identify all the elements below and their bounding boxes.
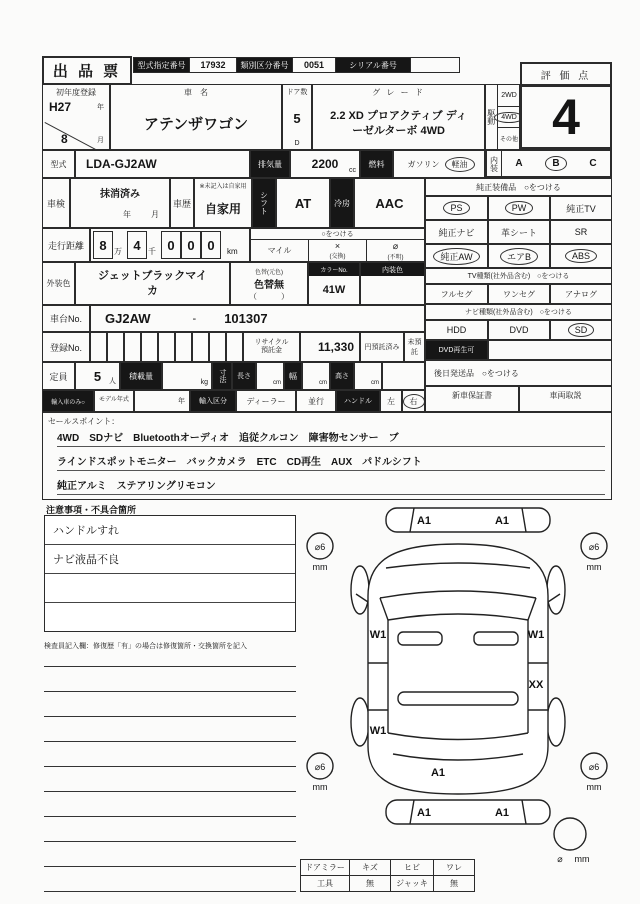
circle-size-rear-right: ⌀6 xyxy=(588,762,600,772)
ruled-line xyxy=(44,691,296,692)
notes-box xyxy=(44,515,296,632)
circle-size-front-left: ⌀6 xyxy=(314,542,326,552)
extra-circle-unit: mm xyxy=(574,854,590,864)
model-year-cell xyxy=(134,390,190,412)
drive-cell xyxy=(485,84,520,150)
mileage-label: 走行距離 xyxy=(42,228,90,262)
color-no-wrap xyxy=(323,276,346,304)
equip-genuine-navi: 純正ナビ xyxy=(425,220,488,244)
tools-cell-scratch: キズ xyxy=(349,859,391,876)
ruled-line xyxy=(44,841,296,842)
sales-points-box xyxy=(42,412,612,500)
drive-option-other: その他 xyxy=(499,137,518,144)
color-no-cell xyxy=(308,262,360,305)
mark-door-right: W1 xyxy=(527,629,545,641)
navi-option-hdd: HDD xyxy=(425,320,488,340)
registration-no-box xyxy=(192,332,209,362)
chassis-prefix: GJ2AW xyxy=(105,311,151,326)
ruled-line xyxy=(44,866,296,867)
capacity-cell xyxy=(75,362,120,390)
tools-cell-none-2: 無 xyxy=(433,875,475,892)
tv-option-analog: アナログ xyxy=(550,284,612,304)
doors-unit: D xyxy=(294,140,300,147)
tools-cell-crack: ヒビ xyxy=(390,859,434,876)
sales-points-label: セールスポイント： xyxy=(48,417,120,426)
circle-size-front-right: ⌀6 xyxy=(588,542,600,552)
drive-option-4wd-text: 4WD xyxy=(498,114,520,121)
first-reg-year-unit: 年 xyxy=(97,104,104,111)
tools-row-2 xyxy=(300,875,475,892)
interior-color-label: 内装色 xyxy=(361,263,424,276)
color-no-value: 41W xyxy=(322,284,346,296)
model-designation-label: 型式指定番号 xyxy=(133,57,190,73)
color-no-label: カラーNo. xyxy=(309,263,359,276)
chassis-number: 101307 xyxy=(224,311,268,326)
length-unit: cm xyxy=(273,380,281,386)
registration-no-box xyxy=(175,332,192,362)
recycle-label xyxy=(243,332,300,362)
exchange-symbol: × xyxy=(334,241,341,251)
unknown-symbol: ⌀ xyxy=(392,240,399,251)
tools-cell-break: ワレ xyxy=(433,859,475,876)
doors-label: ドア数 xyxy=(286,89,308,96)
tools-cell-jack: ジャッキ xyxy=(390,875,434,892)
wheel-rear-right xyxy=(547,698,565,746)
capacity-value: 5 xyxy=(93,368,102,384)
equip-airbag xyxy=(488,244,550,268)
mileage-digit-3: 0 xyxy=(201,231,221,259)
registration-no-box xyxy=(226,332,243,362)
mark-rear-left: W1 xyxy=(369,725,387,737)
equip-abs-text: ABS xyxy=(569,251,593,261)
first-registration-label: 初年度登録 xyxy=(56,88,96,97)
model-year-label: モデル年式 xyxy=(94,390,134,412)
mark-door-left: W1 xyxy=(369,629,387,641)
equip-sunroof: SR xyxy=(550,220,612,244)
notes-item-3 xyxy=(45,574,295,603)
ruled-line xyxy=(44,716,296,717)
height-unit: cm xyxy=(371,380,379,386)
registration-no-box xyxy=(158,332,175,362)
ac-label: 冷房 xyxy=(330,178,354,228)
shaken-cell xyxy=(70,178,170,228)
shaken-status: 抹消済み xyxy=(100,189,140,200)
notes-item-2: ナビ液晶不良 xyxy=(45,545,295,574)
class-division-label: 類別区分番号 xyxy=(236,57,293,73)
mileage-unit: km xyxy=(227,247,238,256)
recycle-label-line2: 預託金 xyxy=(261,347,282,354)
form-title-box xyxy=(42,56,132,85)
load-label: 積載量 xyxy=(120,362,162,390)
mileage-digit-man: 8 xyxy=(93,231,113,259)
interior-option-c: C xyxy=(589,158,597,169)
registration-no-label: 登録No. xyxy=(42,332,90,362)
fuel-option-diesel: 軽油 xyxy=(449,159,471,170)
recycle-deposited: 円預託済み xyxy=(360,332,404,362)
navi-option-sd xyxy=(550,320,612,340)
sales-points-line-3: 純正アルミ ステアリングリモコン xyxy=(57,473,605,495)
model-designation-value: 17932 xyxy=(189,57,237,73)
score-value-box xyxy=(520,85,612,149)
mile-option-exchange xyxy=(309,240,367,261)
manual-cell: 車両取説 xyxy=(519,386,612,412)
equip-alloy-wheels xyxy=(425,244,488,268)
interior-grade-label: 内装 xyxy=(487,151,502,176)
tools-cell-door-mirror: ドアミラー xyxy=(300,859,350,876)
notes-label: 注意事項・不具合箇所 xyxy=(46,505,137,515)
dvd-playable-label: DVD再生可 xyxy=(425,340,488,360)
equip-airbag-text: エアB xyxy=(504,250,534,263)
mile-option-unknown xyxy=(367,240,424,261)
exterior-color-cell xyxy=(75,262,230,305)
color-change-paren: （ ） xyxy=(249,292,289,301)
wheel-front-right xyxy=(547,566,565,614)
form-title: 出 品 票 xyxy=(52,63,122,80)
handle-right-text: 右 xyxy=(407,396,421,407)
length-label: 長さ xyxy=(232,362,256,390)
navi-option-sd-text: SD xyxy=(572,325,591,335)
tools-cell-tools: 工具 xyxy=(300,875,350,892)
first-registration-cell xyxy=(42,84,110,150)
navi-option-dvd: DVD xyxy=(488,320,550,340)
chassis-label: 車台No. xyxy=(42,305,90,332)
inspector-note: 検査員記入欄：修復歴「有」の場合は修復箇所・交換箇所を記入 xyxy=(44,643,247,650)
mile-options xyxy=(251,240,424,261)
capacity-label: 定員 xyxy=(42,362,75,390)
drive-label: 駆動 xyxy=(485,85,498,149)
shift-label: シフト xyxy=(252,178,276,228)
registration-no-box xyxy=(141,332,158,362)
tv-type-header: TV種類(社外品含む) ○をつける xyxy=(425,268,612,284)
model-code-label: 型式 xyxy=(42,150,75,178)
shaken-year-unit: 年 xyxy=(123,210,131,219)
car-name-wrap xyxy=(144,98,248,149)
diagonal-line xyxy=(45,122,100,150)
car-diagram xyxy=(298,498,620,866)
color-change-cell xyxy=(230,262,308,305)
car-name-cell xyxy=(110,84,282,150)
registration-no-box xyxy=(124,332,141,362)
displacement-label: 排気量 xyxy=(250,150,290,178)
displacement-unit: cc xyxy=(349,167,356,174)
class-division-value: 0051 xyxy=(292,57,336,73)
mark-front-bumper-right: A1 xyxy=(494,515,510,527)
registration-no-box xyxy=(107,332,124,362)
score-label: 評 価 点 xyxy=(520,62,612,86)
capacity-unit: 人 xyxy=(109,378,116,385)
tools-table xyxy=(300,859,475,892)
later-shipping-header: 後日発送品 ○をつける xyxy=(425,360,612,386)
drive-option-2wd: 2WD xyxy=(498,85,520,107)
sales-points-line-2: ラインドスポットモニター バックカメラ ETC CD再生 AUX パドルシフト xyxy=(57,449,605,471)
equip-abs xyxy=(550,244,612,268)
ruled-line xyxy=(44,666,296,667)
shaken-month-unit: 月 xyxy=(151,210,159,219)
doors-wrap xyxy=(293,97,300,140)
mark-rear-bumper-left: A1 xyxy=(416,807,432,819)
handle-label: ハンドル xyxy=(336,390,380,412)
car-name-label: 車 名 xyxy=(184,88,208,97)
doors-value: 5 xyxy=(293,111,301,126)
tv-option-fullseg: フルセグ xyxy=(425,284,488,304)
interior-option-a: A xyxy=(515,158,523,169)
length-cell xyxy=(256,362,284,390)
first-reg-year: H27 xyxy=(49,100,72,114)
unknown-label: (不明) xyxy=(387,254,404,261)
mileage-man-unit: 万 xyxy=(114,247,122,256)
height-cell xyxy=(354,362,382,390)
ruled-line xyxy=(44,766,296,767)
import-parallel-option: 並行 xyxy=(296,390,336,412)
fuel-cell xyxy=(393,150,485,178)
exterior-color-value: ジェットブラックマイカ xyxy=(97,270,207,297)
mileage-digit-1: 0 xyxy=(161,231,181,259)
history-note: ※未記入は自家用 xyxy=(199,184,247,190)
circle-unit-front-left: mm xyxy=(312,562,328,572)
displacement-value: 2200 xyxy=(311,157,339,171)
model-year-unit: 年 xyxy=(178,398,185,405)
extra-circle-symbol: ⌀ xyxy=(557,854,563,864)
tools-cell-none-1: 無 xyxy=(349,875,391,892)
equipment-header: 純正装備品 ○をつける xyxy=(425,178,612,196)
mileage-digit-sen: 4 xyxy=(127,231,147,259)
mark-trunk: A1 xyxy=(430,767,446,779)
history-label: 車歴 xyxy=(170,178,194,228)
equip-alloy-wheels-text: 純正AW xyxy=(437,250,475,263)
mile-circle-header: ○をつける xyxy=(251,229,424,240)
ruled-line xyxy=(44,741,296,742)
equip-pw xyxy=(488,196,550,220)
equip-genuine-tv: 純正TV xyxy=(550,196,612,220)
interior-grade-cell xyxy=(485,149,612,178)
circle-unit-rear-left: mm xyxy=(312,782,328,792)
ac-value: AAC xyxy=(354,178,425,228)
grade-label: グ レ ー ド xyxy=(372,88,425,97)
first-registration-body xyxy=(43,98,109,149)
import-only-label: 輸入車のみ○ xyxy=(42,390,94,412)
exchange-label: (交換) xyxy=(329,254,346,260)
equip-ps-text: PS xyxy=(447,203,465,213)
history-value: 自家用 xyxy=(204,202,241,216)
tools-row-1 xyxy=(300,859,475,876)
mark-front-bumper-left: A1 xyxy=(416,515,432,527)
recycle-not-deposited: 未預託 xyxy=(404,332,425,362)
history-cell xyxy=(194,178,252,228)
car-name: アテンザワゴン xyxy=(143,116,249,133)
mileage-sen-unit: 千 xyxy=(148,247,156,256)
mile-cell xyxy=(250,228,425,262)
height-label: 高さ xyxy=(330,362,354,390)
grade-wrap xyxy=(313,98,484,149)
notes-item-4 xyxy=(45,603,295,631)
sales-points-line-1: 4WD SDナビ Bluetoothオーディオ 追従クルコン 障害物センサー ブ xyxy=(57,425,605,447)
width-cell xyxy=(302,362,330,390)
width-unit: cm xyxy=(319,380,327,386)
doors-cell xyxy=(282,84,312,150)
mileage-digit-2: 0 xyxy=(181,231,201,259)
first-reg-month: 8 xyxy=(61,132,68,146)
fuel-label: 燃料 xyxy=(360,150,393,178)
mark-rear-bumper-right: A1 xyxy=(494,807,510,819)
ruled-line xyxy=(44,791,296,792)
equip-ps xyxy=(425,196,488,220)
chassis-dash: - xyxy=(192,312,197,325)
registration-no-box xyxy=(90,332,107,362)
color-change-label: 色替(元色) xyxy=(255,270,283,276)
displacement-cell xyxy=(290,150,360,178)
exterior-color-label: 外装色 xyxy=(42,262,75,305)
ruled-line xyxy=(44,816,296,817)
serial-number-label: シリアル番号 xyxy=(335,57,411,73)
load-unit: kg xyxy=(200,379,208,386)
extra-circle xyxy=(554,818,586,850)
wheel-front-left xyxy=(351,566,369,614)
fuel-option-gasoline: ガソリン xyxy=(407,159,440,169)
handle-left-option: 左 xyxy=(380,390,402,412)
registration-no-box xyxy=(209,332,226,362)
warranty-cell: 新車保証書 xyxy=(425,386,519,412)
history-value-wrap xyxy=(205,190,241,227)
interior-color-cell xyxy=(360,262,425,305)
circle-unit-front-right: mm xyxy=(586,562,602,572)
dvd-playable-cell xyxy=(488,340,612,360)
car-body xyxy=(368,544,548,794)
recycle-amount: 11,330 xyxy=(300,332,360,362)
interior-option-b: B xyxy=(549,158,562,169)
import-dealer-option: ディーラー xyxy=(236,390,296,412)
handle-right-option xyxy=(402,390,425,412)
load-cell xyxy=(162,362,212,390)
tv-option-oneseg: ワンセグ xyxy=(488,284,550,304)
equip-leather-seat: 革シート xyxy=(488,220,550,244)
mark-rear-door-right: XX xyxy=(528,679,544,691)
circle-size-rear-left: ⌀6 xyxy=(314,762,326,772)
shift-value: AT xyxy=(276,178,330,228)
serial-number-value xyxy=(410,57,460,73)
notes-item-1: ハンドルすれ xyxy=(45,516,295,545)
mile-option-mile: マイル xyxy=(251,240,309,261)
wheel-rear-left xyxy=(351,698,369,746)
first-reg-month-unit: 月 xyxy=(97,137,104,144)
capacity-filler-cell xyxy=(382,362,425,390)
score-value: 4 xyxy=(552,89,580,145)
interior-grade-options xyxy=(502,158,610,169)
navi-type-header: ナビ種類(社外品含む) ○をつける xyxy=(425,304,612,320)
circle-unit-rear-right: mm xyxy=(586,782,602,792)
chassis-cell xyxy=(90,305,425,332)
model-code-value: LDA-GJ2AW xyxy=(75,150,250,178)
width-label: 幅 xyxy=(284,362,302,390)
grade-cell xyxy=(312,84,485,150)
recycle-label-line1: リサイクル xyxy=(254,338,289,346)
import-division-label: 輸入区分 xyxy=(190,390,236,412)
shaken-label: 車検 xyxy=(42,178,70,228)
color-change-value: 色替無 xyxy=(254,280,284,291)
ruled-line xyxy=(44,891,296,892)
drive-options xyxy=(498,85,520,149)
equip-pw-text: PW xyxy=(509,203,530,213)
grade-value: 2.2 XD プロアクティブ ディーゼルターボ 4WD xyxy=(330,109,467,137)
drive-option-4wd xyxy=(498,107,520,129)
dimensions-label: 寸法 xyxy=(212,362,232,390)
